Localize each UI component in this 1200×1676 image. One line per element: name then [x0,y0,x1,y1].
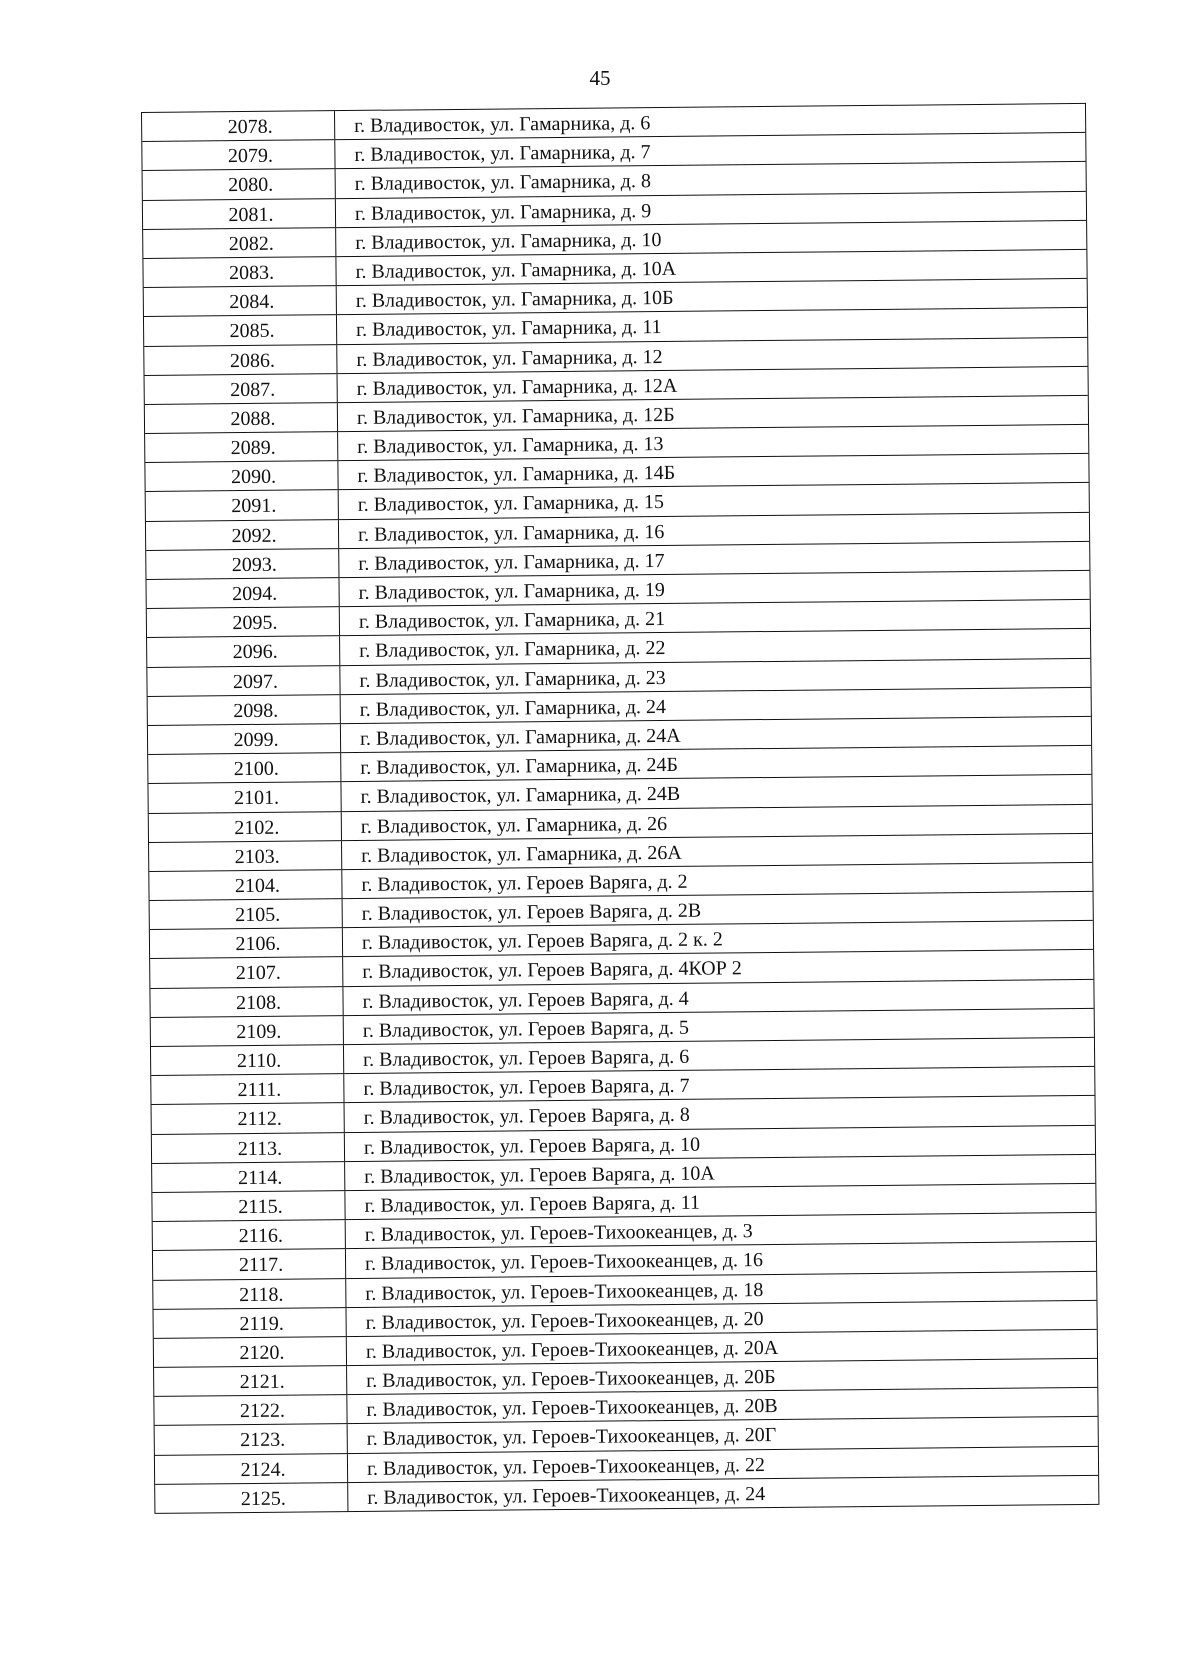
row-address: г. Владивосток, ул. Гамарника, д. 19 [358,578,665,604]
address-table [141,103,1099,1514]
row-address: г. Владивосток, ул. Гамарника, д. 10 [355,228,662,254]
row-address: г. Владивосток, ул. Гамарника, д. 12А [356,374,678,400]
row-address: г. Владивосток, ул. Гамарника, д. 23 [359,666,666,692]
row-number: 2104. [149,870,342,900]
row-number: 2096. [147,636,340,666]
row-number: 2093. [146,549,339,579]
row-number: 2099. [148,724,341,754]
row-number: 2079. [142,140,335,170]
row-address: г. Владивосток, ул. Героев Варяга, д. 8 [363,1104,690,1130]
row-number: 2101. [148,782,341,812]
row-number: 2078. [142,111,335,141]
row-number: 2108. [150,987,343,1017]
row-number: 2090. [145,461,338,491]
row-address: г. Владивосток, ул. Героев Варяга, д. 10 [363,1133,701,1159]
row-address: г. Владивосток, ул. Героев-Тихоокеанцев, д. 20В [366,1395,778,1422]
row-number: 2105. [150,899,343,929]
row-number: 2091. [146,491,339,521]
row-address: г. Владивосток, ул. Героев Варяга, д. 10А [364,1162,715,1188]
row-number: 2087. [145,374,338,404]
row-number: 2085. [144,315,337,345]
row-number: 2080. [143,170,336,200]
row-address: г. Владивосток, ул. Героев-Тихоокеанцев, д. 20Г [366,1424,777,1451]
row-number: 2086. [144,345,337,375]
row-address: г. Владивосток, ул. Гамарника, д. 11 [355,316,662,342]
row-address: г. Владивосток, ул. Героев Варяга, д. 2 [361,870,688,896]
row-address: г. Владивосток, ул. Гамарника, д. 24А [359,724,681,750]
row-address: г. Владивосток, ул. Героев-Тихоокеанцев, д. 24 [367,1482,766,1509]
row-number: 2098. [148,695,341,725]
row-number: 2113. [152,1133,345,1163]
row-address: г. Владивосток, ул. Гамарника, д. 12 [356,345,663,371]
row-number: 2118. [153,1279,346,1309]
row-number: 2095. [147,607,340,637]
row-number: 2114. [152,1162,345,1192]
row-number: 2117. [153,1249,346,1279]
row-number: 2097. [147,666,340,696]
row-address: г. Владивосток, ул. Героев-Тихоокеанцев, д. 22 [366,1453,766,1480]
row-number: 2125. [155,1483,348,1513]
row-address: г. Владивосток, ул. Гамарника, д. 10Б [355,287,674,313]
page-number: 45 [589,66,611,90]
row-address: г. Владивосток, ул. Гамарника, д. 26 [360,812,668,838]
row-address: г. Владивосток, ул. Героев Варяга, д. 5 [362,1016,690,1042]
row-number: 2122. [154,1395,347,1425]
row-number: 2081. [143,199,336,229]
row-number: 2116. [153,1220,346,1250]
row-number: 2115. [152,1191,345,1221]
row-address: г. Владивосток, ул. Гамарника, д. 24 [359,695,667,721]
row-address: г. Владивосток, ул. Героев Варяга, д. 6 [363,1045,690,1071]
row-number: 2112. [152,1103,345,1133]
row-address: г. Владивосток, ул. Героев Варяга, д. 2 к. 2 [361,928,723,955]
row-address: г. Владивосток, ул. Героев-Тихоокеанцев, д. 20Б [366,1366,776,1392]
row-number: 2111. [151,1074,344,1104]
row-address: г. Владивосток, ул. Гамарника, д. 10А [355,257,677,283]
row-number: 2109. [151,1016,344,1046]
row-address: г. Владивосток, ул. Героев Варяга, д. 7 [363,1074,690,1101]
row-address: г. Владивосток, ул. Героев Варяга, д. 2В [361,899,702,925]
row-number: 2100. [148,753,341,783]
row-number: 2107. [150,958,343,988]
row-address: г. Владивосток, ул. Гамарника, д. 6 [354,112,651,137]
row-number: 2123. [155,1425,348,1455]
row-address: г. Владивосток, ул. Гамарника, д. 21 [358,608,666,634]
row-number: 2089. [145,432,338,462]
row-address: г. Владивосток, ул. Героев-Тихоокеанцев, д. 20 [365,1307,764,1334]
row-address: г. Владивосток, ул. Героев Варяга, д. 11 [364,1191,701,1217]
row-number: 2119. [153,1308,346,1338]
row-address: г. Владивосток, ул. Гамарника, д. 22 [359,637,666,663]
row-address: г. Владивосток, ул. Гамарника, д. 8 [354,170,652,196]
row-number: 2088. [145,403,338,433]
row-address: г. Владивосток, ул. Гамарника, д. 16 [357,520,665,546]
row-address: г. Владивосток, ул. Гамарника, д. 17 [358,549,665,575]
row-address: г. Владивосток, ул. Героев-Тихоокеанцев, д. 20А [365,1336,779,1363]
row-number: 2121. [154,1366,347,1396]
row-address: г. Владивосток, ул. Гамарника, д. 9 [354,199,652,225]
row-number: 2120. [154,1337,347,1367]
row-address: г. Владивосток, ул. Гамарника, д. 24Б [360,754,679,780]
row-address: г. Владивосток, ул. Гамарника, д. 26А [361,841,682,867]
row-number: 2092. [146,520,339,550]
row-address: г. Владивосток, ул. Гамарника, д. 24В [360,783,681,809]
row-number: 2083. [143,257,336,287]
row-address: г. Владивосток, ул. Героев-Тихоокеанцев, д. 3 [364,1220,753,1247]
row-address: г. Владивосток, ул. Героев Варяга, д. 4 [362,987,689,1013]
row-address: г. Владивосток, ул. Героев Варяга, д. 4КОР 2 [362,957,742,984]
row-address: г. Владивосток, ул. Гамарника, д. 13 [357,433,664,459]
row-number: 2124. [155,1454,348,1484]
row-number: 2106. [150,928,343,958]
row-address: г. Владивосток, ул. Гамарника, д. 15 [357,491,665,517]
row-address: г. Владивосток, ул. Гамарника, д. 12Б [356,403,675,429]
row-number: 2094. [146,578,339,608]
row-number: 2082. [143,228,336,258]
row-number: 2084. [144,286,337,316]
row-address: г. Владивосток, ул. Героев-Тихоокеанцев, д. 18 [365,1278,764,1305]
row-number: 2102. [149,812,342,842]
row-number: 2103. [149,841,342,871]
row-address: г. Владивосток, ул. Героев-Тихоокеанцев, д. 16 [364,1249,764,1276]
row-number: 2110. [151,1045,344,1075]
row-address: г. Владивосток, ул. Гамарника, д. 7 [354,141,651,167]
row-address: г. Владивосток, ул. Гамарника, д. 14Б [357,462,676,488]
